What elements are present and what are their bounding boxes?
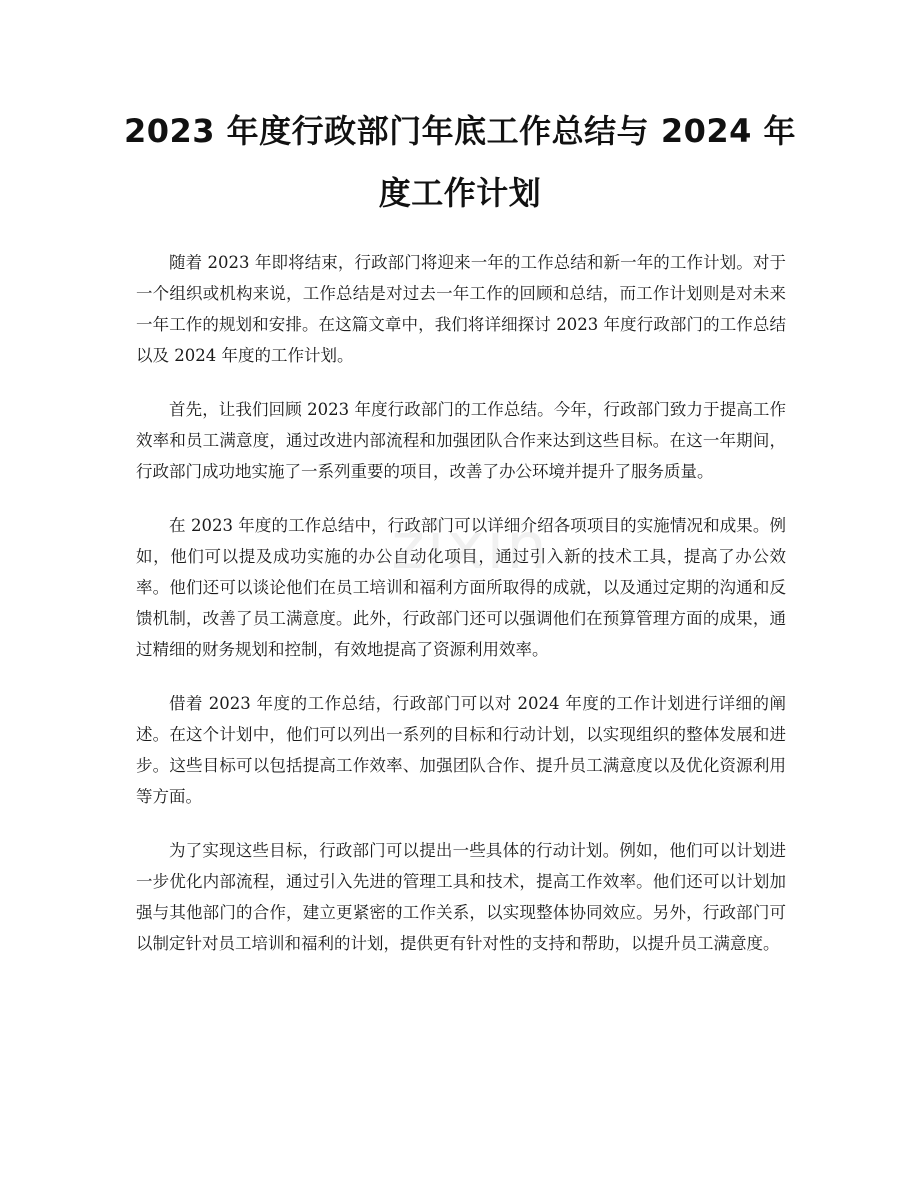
watermark: zixin: [391, 510, 549, 584]
paragraph-actions: 为了实现这些目标，行政部门可以提出一些具体的行动计划。例如，他们可以计划进一步优化内部流程，通过引入先进的管理工具和技术，提高工作效率。他们还可以计划加强与其他部门的合作，建立更紧密的工作关系，以实现整体协同效应。另外，行政部门可以制定针对员工培训和福利的计划，提供更有针对性的支持和帮助，以提升员工满意度。: [136, 841, 786, 953]
paragraph-intro: 随着 2023 年即将结束，行政部门将迎来一年的工作总结和新一年的工作计划。对于一个组织或机构来说，工作总结是对过去一年工作的回顾和总结，而工作计划则是对未来一年工作的规划和安排。在这篇文章中，我们将详细探讨 2023 年度行政部门的工作总结以及 2024 年度的工作计划。: [136, 253, 786, 365]
paragraph-review: 首先，让我们回顾 2023 年度行政部门的工作总结。今年，行政部门致力于提高工作效率和员工满意度，通过改进内部流程和加强团队合作来达到这些目标。在这一年期间，行政部门成功地实施了一系列重要的项目，改善了办公环境并提升了服务质量。: [136, 400, 786, 481]
paragraph-projects: 在 2023 年度的工作总结中，行政部门可以详细介绍各项项目的实施情况和成果。例如，他们可以提及成功实施的办公自动化项目，通过引入新的技术工具，提高了办公效率。他们还可以谈论他们在员工培训和福利方面所取得的成就，以及通过定期的沟通和反馈机制，改善了员工满意度。此外，行政部门还可以强调他们在预算管理方面的成果，通过精细的财务规划和控制，有效地提高了资源利用效率。: [136, 516, 786, 659]
paragraph-plan: 借着 2023 年度的工作总结，行政部门可以对 2024 年度的工作计划进行详细的阐述。在这个计划中，他们可以列出一系列的目标和行动计划，以实现组织的整体发展和进步。这些目标可以包括提高工作效率、加强团队合作、提升员工满意度以及优化资源利用等方面。: [136, 694, 786, 806]
document-title: 2023 年度行政部门年底工作总结与 2024 年度工作计划: [123, 112, 797, 212]
document-body: [136, 247, 786, 982]
